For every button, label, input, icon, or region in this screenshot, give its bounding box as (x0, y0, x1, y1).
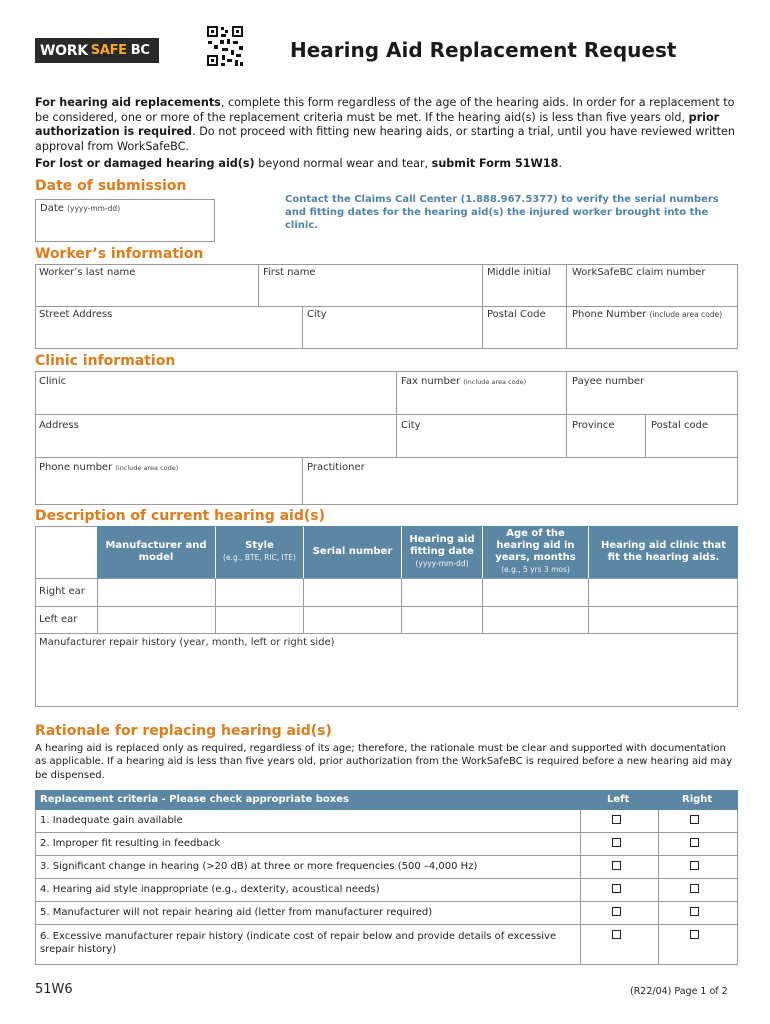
intro-bold-1: For hearing aid replacements (35, 96, 221, 109)
worksafebc-logo (35, 38, 159, 63)
criteria-2-right-checkbox[interactable] (690, 838, 699, 847)
criteria-header-label: Replacement criteria - Please check appropriate boxes (40, 794, 349, 805)
col-style: Style (e.g., BTE, RIC, ITE) (216, 526, 303, 578)
clinic-phone-label: Phone number (include area code) (39, 462, 179, 473)
contact-note: Contact the Claims Call Center (1.888.967.5377) to verify the serial numbers and fitting dates for the hearing aid(s) the injured worker brought into the clinic. (285, 194, 719, 231)
criteria-6-left-checkbox[interactable] (612, 930, 621, 939)
col-age: Age of the hearing aid in years, months (e.g., 5 yrs 3 mos) (483, 526, 588, 578)
rationale-section-heading: Rationale for replacing hearing aid(s) (35, 723, 332, 739)
intro-lost-bold-2: submit Form 51W18 (431, 157, 559, 170)
worker-last-name-label: Worker’s last name (39, 267, 136, 278)
date-field[interactable] (35, 199, 215, 242)
row-left-ear: Left ear (39, 614, 78, 625)
intro-text-2: . Do not proceed with fitting new hearing aids, or starting a trial, until you have reviewed written approval from WorkSafeBC. (35, 125, 735, 153)
criteria-row-2: 2. Improper fit resulting in feedback (40, 838, 221, 849)
logo-text-bc: BC (130, 43, 150, 58)
criteria-1-left-checkbox[interactable] (612, 815, 621, 824)
criteria-6-right-checkbox[interactable] (690, 930, 699, 939)
form-number: 51W6 (35, 982, 73, 997)
date-section-heading: Date of submission (35, 178, 187, 194)
criteria-col-right: Right (682, 794, 713, 805)
worker-city-label: City (307, 309, 327, 320)
criteria-2-left-checkbox[interactable] (612, 838, 621, 847)
worker-phone-label: Phone Number (include area code) (572, 309, 723, 320)
clinic-address-label: Address (39, 420, 79, 431)
description-section-heading: Description of current hearing aid(s) (35, 508, 325, 524)
intro-lost-text-1: beyond normal wear and tear, (254, 157, 432, 170)
logo-text-safe: SAFE (90, 43, 127, 58)
criteria-4-left-checkbox[interactable] (612, 884, 621, 893)
criteria-3-left-checkbox[interactable] (612, 861, 621, 870)
intro-bold-2: prior authorization is required (35, 110, 720, 138)
worker-section-heading: Worker’s information (35, 246, 204, 262)
criteria-1-right-checkbox[interactable] (690, 815, 699, 824)
criteria-row-5: 5. Manufacturer will not repair hearing aid (letter from manufacturer required) (40, 907, 433, 918)
clinic-city-label: City (401, 420, 421, 431)
clinic-postal-label: Postal code (651, 420, 709, 431)
criteria-4-right-checkbox[interactable] (690, 884, 699, 893)
repair-history-label: Manufacturer repair history (year, month, left or right side) (39, 637, 335, 648)
criteria-5-left-checkbox[interactable] (612, 907, 621, 916)
qr-code-icon (205, 24, 245, 68)
intro-paragraph (35, 96, 740, 154)
worker-claim-number-label: WorkSafeBC claim number (572, 267, 706, 278)
criteria-row-1: 1. Inadequate gain available (40, 815, 183, 826)
worker-postal-label: Postal Code (487, 309, 546, 320)
page-info: (R22/04) Page 1 of 2 (630, 986, 728, 997)
logo-text-work: WORK (40, 42, 88, 59)
intro-text-1: , complete this form regardless of the age of the hearing aids. In order for a replacement to be considered, one or more of the replacement criteria must be met. If the hearing aid(s) is less than five years old, (35, 96, 735, 124)
criteria-3-right-checkbox[interactable] (690, 861, 699, 870)
criteria-5-right-checkbox[interactable] (690, 907, 699, 916)
clinic-fax-label: Fax number (include area code) (401, 376, 527, 387)
col-serial: Serial number (304, 526, 401, 578)
clinic-practitioner-label: Practitioner (307, 462, 365, 473)
worker-middle-initial-label: Middle initial (487, 267, 551, 278)
clinic-section-heading: Clinic information (35, 353, 176, 369)
col-clinic: Hearing aid clinic that fit the hearing aids. (589, 526, 738, 578)
criteria-table-header (35, 790, 738, 810)
clinic-info-grid (35, 371, 738, 505)
intro-lost-paragraph (35, 157, 740, 172)
worker-first-name-label: First name (263, 267, 316, 278)
criteria-row-6: 6. Excessive manufacturer repair history (indicate cost of repair below and provide details of excessive srepair history) (40, 931, 557, 955)
clinic-name-label: Clinic (39, 376, 67, 387)
row-right-ear: Right ear (39, 586, 85, 597)
col-fitting-date: Hearing aid fitting date (yyyy-mm-dd) (402, 526, 482, 578)
page-title: Hearing Aid Replacement Request (290, 38, 677, 62)
rationale-text: A hearing aid is replaced only as required, regardless of its age; therefore, the rationale must be clear and supported with documentation as applicable. If a hearing aid is less than five years old, prior authorization from the WorkSafeBC is required before a new hearing aid may be dispensed. (35, 743, 733, 781)
clinic-payee-label: Payee number (572, 376, 645, 387)
clinic-province-label: Province (572, 420, 615, 431)
criteria-col-left: Left (607, 794, 630, 805)
intro-lost-bold-1: For lost or damaged hearing aid(s) (35, 157, 255, 170)
criteria-row-3: 3. Significant change in hearing (>20 dB) at three or more frequencies (500 –4,000 Hz) (40, 861, 478, 872)
intro-lost-text-2: . (558, 157, 563, 170)
date-label: Date (yyyy-mm-dd) (40, 203, 121, 214)
worker-street-label: Street Address (39, 309, 113, 320)
criteria-row-4: 4. Hearing aid style inappropriate (e.g., dexterity, acoustical needs) (40, 884, 380, 895)
col-manufacturer: Manufacturer and model (97, 526, 215, 578)
